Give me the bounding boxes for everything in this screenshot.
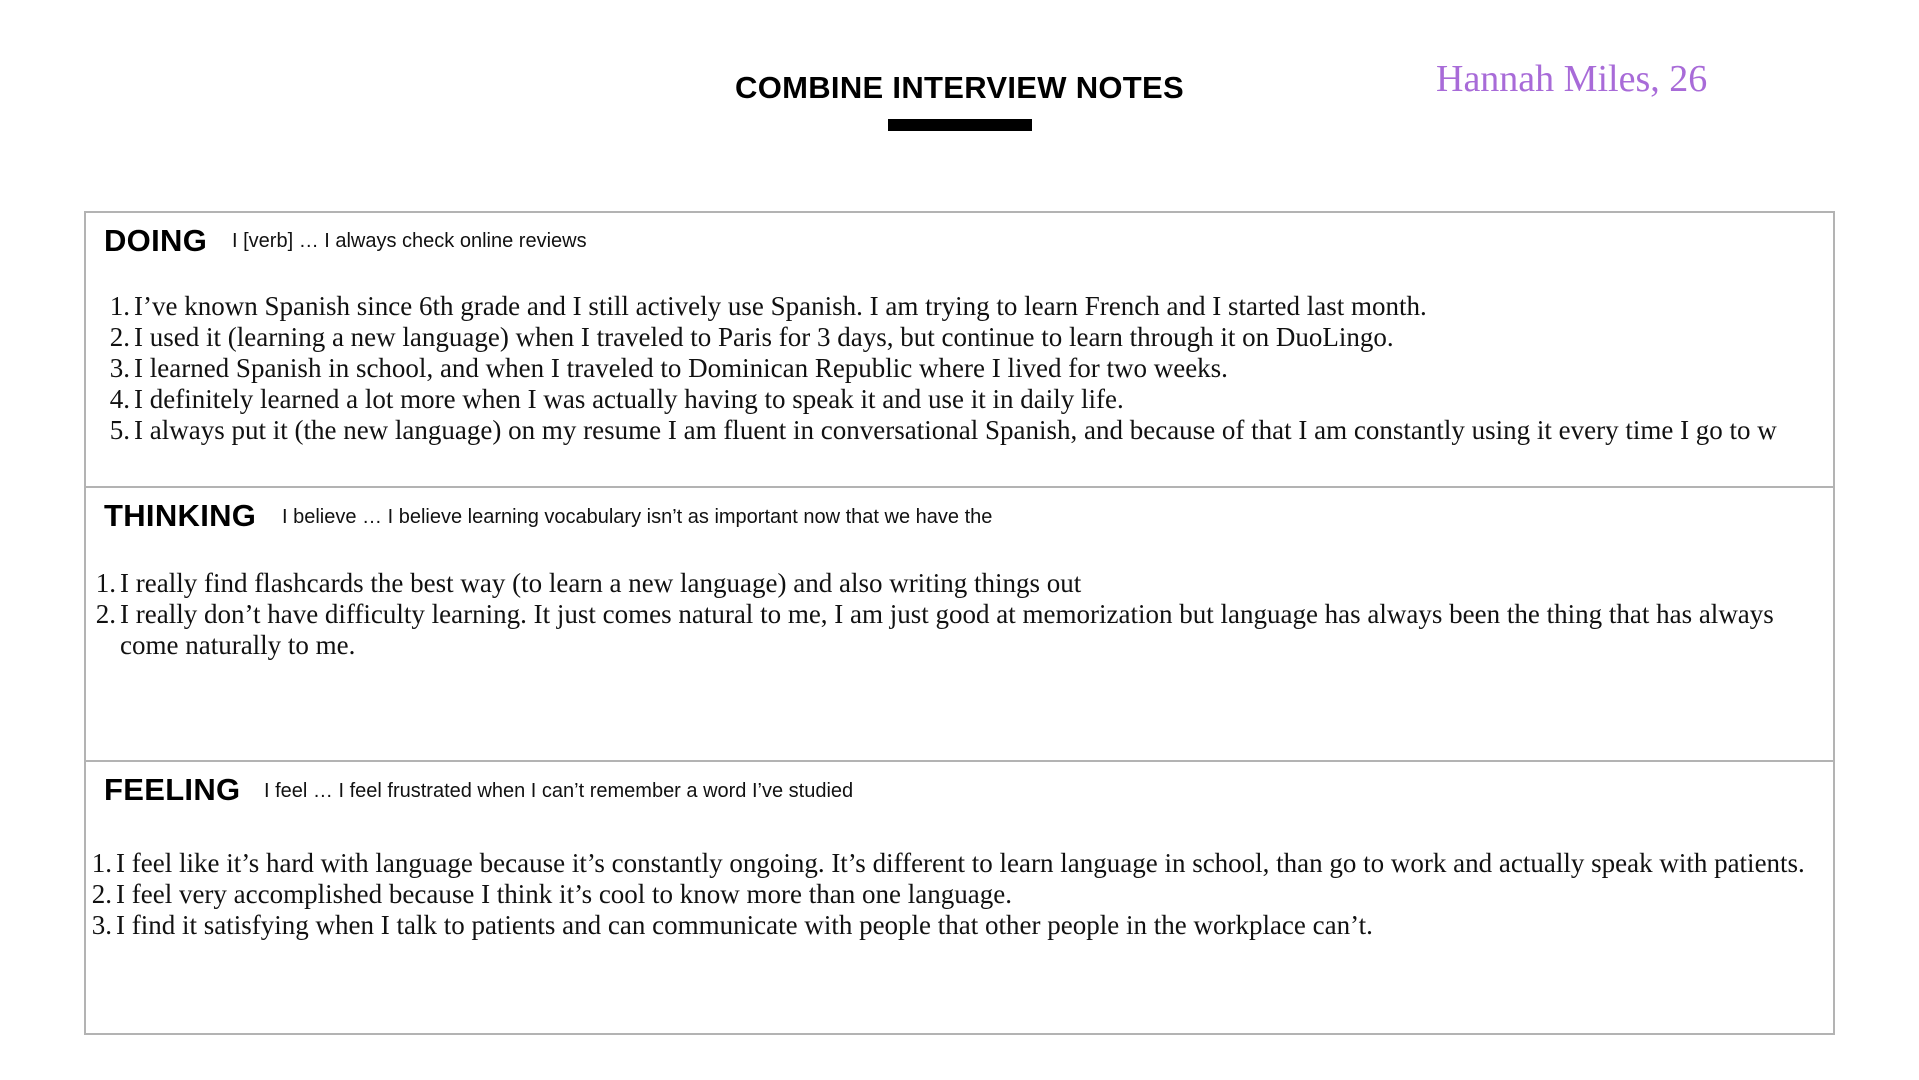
page-title: COMBINE INTERVIEW NOTES (735, 70, 1184, 105)
list-item: 1. I feel like it’s hard with language because it’s constantly ongoing. It’s different to learn language in school, than go to work and actually speak with patients. (91, 848, 1805, 878)
list-item: 3. I find it satisfying when I talk to patients and can communicate with people that other people in the workplace can’t. (91, 910, 1373, 940)
interviewee-name: Hannah Miles, 26 (1436, 58, 1708, 100)
list-item: 2. I used it (learning a new language) when I traveled to Paris for 3 days, but continue to learn through it on DuoLingo. (109, 322, 1394, 352)
doing-prompt: I [verb] … I always check online reviews (232, 230, 587, 252)
doing-notes (102, 291, 1777, 446)
doing-label: DOING (104, 223, 208, 258)
list-item: 3. I learned Spanish in school, and when I traveled to Dominican Republic where I lived for two weeks. (109, 353, 1228, 383)
feeling-prompt: I feel … I feel frustrated when I can’t remember a word I’ve studied (264, 780, 854, 802)
feeling-notes (84, 848, 1836, 941)
doing-section (84, 211, 1919, 487)
list-item: 2. I feel very accomplished because I think it’s cool to know more than one language. (91, 879, 1012, 909)
title-underline (888, 119, 1032, 131)
list-item: 2. I really don’t have difficulty learning. It just comes natural to me, I am just good at memorization but language has always been the thing that has always come naturally to me. (95, 599, 1774, 660)
feeling-label: FEELING (104, 772, 241, 807)
thinking-prompt: I believe … I believe learning vocabulary isn’t as important now that we have the (282, 506, 993, 528)
thinking-notes (88, 568, 1820, 661)
thinking-section (84, 486, 1835, 761)
list-item: 5. I always put it (the new language) on my resume I am fluent in conversational Spanish, and because of that I am constantly using it every time I go to w (109, 415, 1777, 445)
list-item: 1. I’ve known Spanish since 6th grade and I still actively use Spanish. I am trying to learn French and I started last month. (109, 291, 1427, 321)
list-item: 4. I definitely learned a lot more when I was actually having to speak it and use it in daily life. (109, 384, 1124, 414)
thinking-label: THINKING (104, 498, 257, 533)
feeling-section (84, 760, 1835, 1035)
list-item: 1. I really find flashcards the best way (to learn a new language) and also writing things out (95, 568, 1082, 598)
